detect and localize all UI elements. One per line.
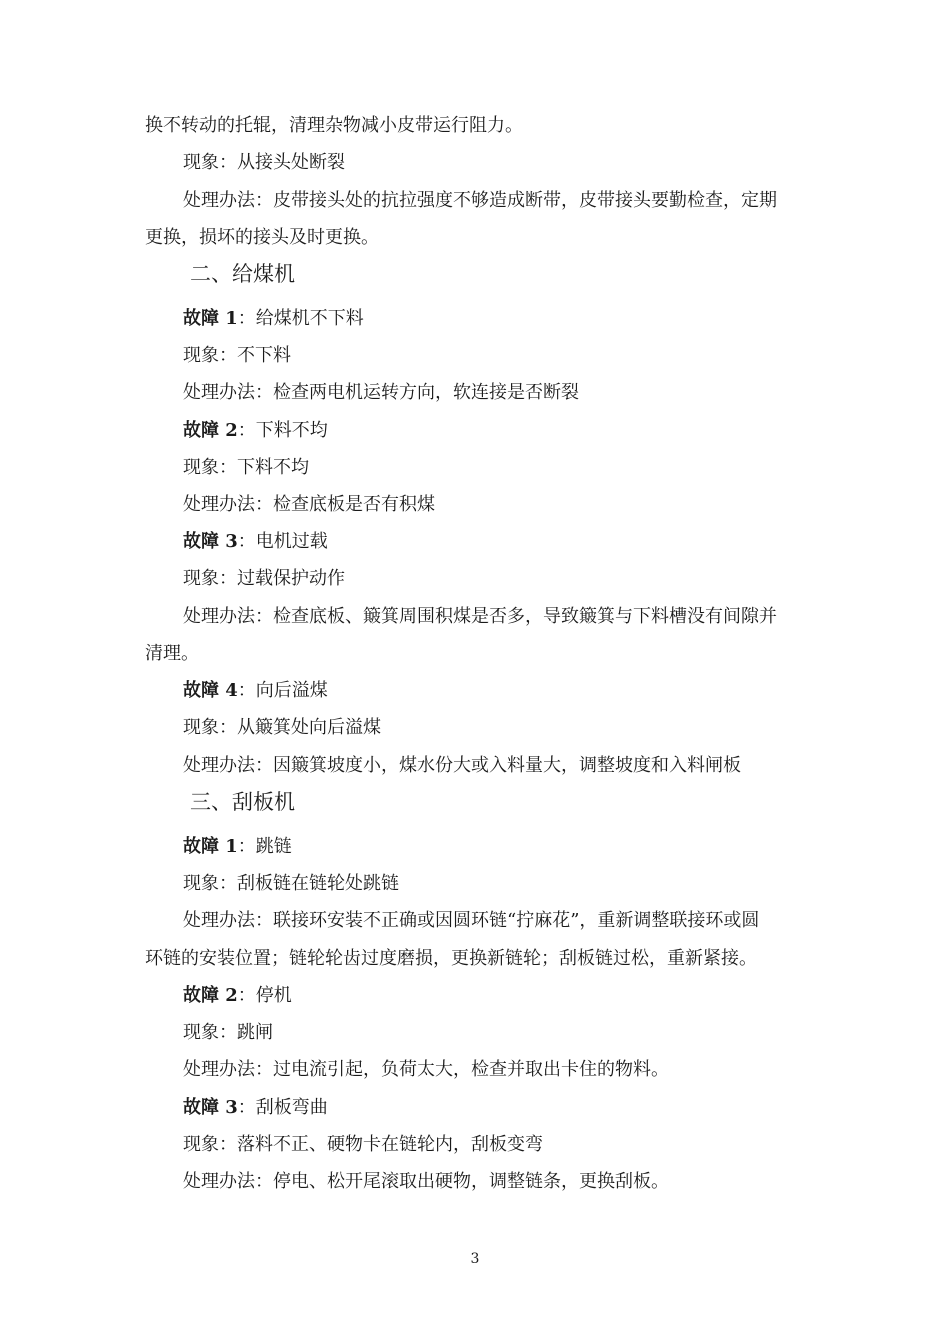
scraper-fault3-phenomenon: 现象：落料不正、硬物卡在链轮内，刮板变弯 xyxy=(183,1134,543,1155)
fault-label: 故障 3 xyxy=(183,1097,238,1118)
feeder-fault1-solution: 处理办法：检查两电机运转方向，软连接是否断裂 xyxy=(183,382,579,403)
fault-label: 故障 1 xyxy=(183,836,238,857)
fault-text: ：刮板弯曲 xyxy=(237,1097,328,1118)
fault-label: 故障 4 xyxy=(183,680,238,701)
belt-continuation-line: 换不转动的托辊，清理杂物减小皮带运行阻力。 xyxy=(145,115,523,136)
feeder-fault3-solution-line1: 处理办法：检查底板、簸箕周围积煤是否多，导致簸箕与下料槽没有间隙并 xyxy=(183,606,777,627)
scraper-fault1-solution-line1: 处理办法：联接环安装不正确或因圆环链“拧麻花”，重新调整联接环或圆 xyxy=(183,910,760,931)
fault-label: 故障 2 xyxy=(183,420,238,441)
page-number: 3 xyxy=(470,1251,480,1267)
fault-text: ：下料不均 xyxy=(237,420,328,441)
fault-text: ：跳链 xyxy=(237,836,292,857)
fault-text: ：向后溢煤 xyxy=(237,680,328,701)
feeder-fault2-title xyxy=(183,418,823,444)
scraper-fault1-phenomenon: 现象：刮板链在链轮处跳链 xyxy=(183,873,399,894)
belt-phenomenon: 现象：从接头处断裂 xyxy=(183,152,345,173)
fault-label: 故障 1 xyxy=(183,308,238,329)
feeder-fault1-title xyxy=(183,306,823,332)
scraper-fault2-title xyxy=(183,983,823,1009)
fault-text: ：停机 xyxy=(237,985,292,1006)
feeder-fault3-title xyxy=(183,529,823,555)
feeder-fault1-phenomenon: 现象：不下料 xyxy=(183,345,291,366)
fault-label: 故障 2 xyxy=(183,985,238,1006)
feeder-fault4-title xyxy=(183,678,823,704)
scraper-fault2-phenomenon: 现象：跳闸 xyxy=(183,1022,273,1043)
feeder-fault2-solution: 处理办法：检查底板是否有积煤 xyxy=(183,494,435,515)
belt-solution-line1: 处理办法：皮带接头处的抗拉强度不够造成断带，皮带接头要勤检查，定期 xyxy=(183,190,777,211)
fault-label: 故障 3 xyxy=(183,531,238,552)
scraper-fault1-title xyxy=(183,834,823,860)
feeder-section-heading: 二、给煤机 xyxy=(190,262,295,286)
scraper-fault2-solution: 处理办法：过电流引起，负荷太大，检查并取出卡住的物料。 xyxy=(183,1059,669,1080)
belt-solution-line2: 更换，损坏的接头及时更换。 xyxy=(145,227,379,248)
feeder-fault3-solution-line2: 清理。 xyxy=(145,643,199,664)
feeder-fault4-phenomenon: 现象：从簸箕处向后溢煤 xyxy=(183,717,381,738)
scraper-section-heading: 三、刮板机 xyxy=(190,790,295,814)
scraper-fault3-title xyxy=(183,1095,823,1121)
feeder-fault2-phenomenon: 现象：下料不均 xyxy=(183,457,309,478)
scraper-fault3-solution: 处理办法：停电、松开尾滚取出硬物，调整链条，更换刮板。 xyxy=(183,1171,669,1192)
fault-text: ：给煤机不下料 xyxy=(237,308,364,329)
feeder-fault4-solution: 处理办法：因簸箕坡度小，煤水份大或入料量大，调整坡度和入料闸板 xyxy=(183,755,741,776)
scraper-fault1-solution-line2: 环链的安装位置；链轮轮齿过度磨损，更换新链轮；刮板链过松，重新紧接。 xyxy=(145,948,757,969)
fault-text: ：电机过载 xyxy=(237,531,328,552)
feeder-fault3-phenomenon: 现象：过载保护动作 xyxy=(183,568,345,589)
